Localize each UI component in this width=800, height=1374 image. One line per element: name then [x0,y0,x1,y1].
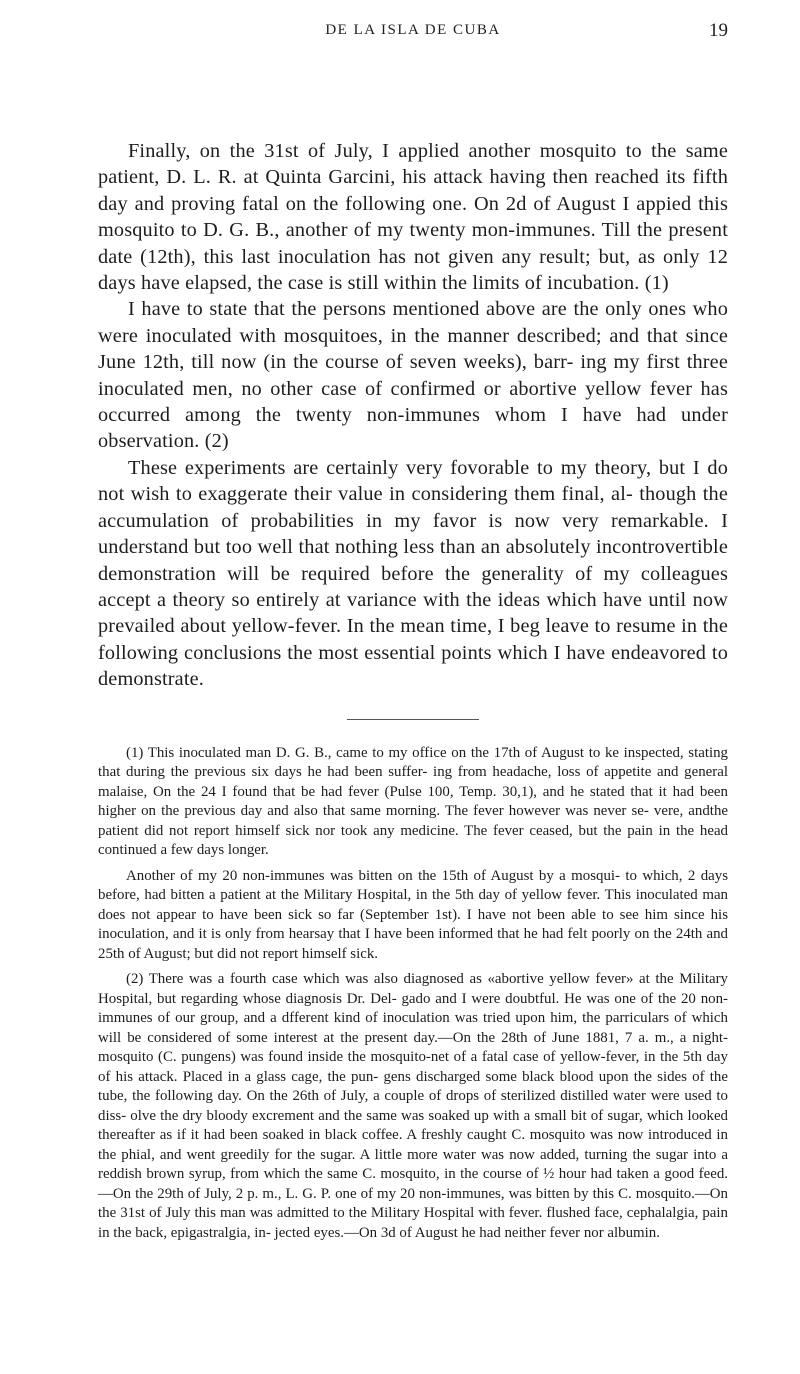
body-text [98,138,728,693]
body-paragraph-2: I have to state that the persons mentioned above are the only ones who were inoculated with mosquitoes, in the manner described; and that since June 12th, till now (in the course of seven weeks), barr- ing my first three inoculated men, no other case of confirmed or abortive yellow fever has occurred among the twenty non-immunes whom I have had under observation. (2) [98,298,728,453]
footnote-separator [347,719,479,720]
running-head [98,0,728,60]
footnote-1: (1) This inoculated man D. G. B., came to my office on the 17th of August to ke inspected, stating that during the previous six days he had been suffer- ing from headache, loss of appetite and general malaise, On the 24 I found that be had fever (Pulse 100, Temp. 30,1), and he stated that it had been higher on the previous day and also that same morning. The fever however was never se- vere, andthe patient did not report himself sick nor took any medicine. The fever ceased, but the pain in the head continued a few days longer. [98,744,728,859]
running-title: DE LA ISLA DE CUBA [325,22,501,38]
footnote-2: (2) There was a fourth case which was also diagnosed as «abortive yellow fever» at the Military Hospital, but regarding whose diagnosis Dr. Del- gado and I were doubtful. He was one of the 20 non-immunes of our group, and a dfferent kind of inoculation was tried upon him, the parriculars of which will be considered of some interest at the present day.—On the 28th of June 1881, 7 a. m., a night-mosquito (C. pungens) was found inside the mosquito-net of a fatal case of yellow-fever, in the 5th day of his attack. Placed in a glass cage, the pun- gens discharged some black blood upon the sides of the tube, the following day. On the 26th of July, a couple of drops of sterilized distilled water were used to diss- olve the dry bloody excrement and the same was soaked up with a small bit of sugar, which looked thereafter as if it had been soaked in black coffee. A freshly caught C. mosquito was now introduced in the phial, and went greedily for the sugar. A little more water was now added, turning the sugar into a reddish brown syrup, from which the same C. mosquito, in the course of ½ hour had taken a good feed.—On the 29th of July, 2 p. m., L. G. P. one of my 20 non-immunes, was bitten by this C. mosquito.—On the 31st of July this man was admitted to the Military Hospital with fever. flushed face, cephalalgia, pain in the back, epigastralgia, in- jected eyes.—On 3d of August he had neither fever nor albumin. [98,971,728,1241]
body-paragraph-1: Finally, on the 31st of July, I applied another mosquito to the same patient, D. L. R. at Quinta Garcini, his attack having then reached its fifth day and proving fatal on the following one. On 2d of August I appied this mosquito to D. G. B., another of my twenty mon-immunes. Till the present date (12th), this last inoculation has not given any result; but, as only 12 days have elapsed, the case is still within the limits of incubation. (1) [98,140,728,295]
page-number: 19 [709,20,728,41]
body-paragraph-3: These experiments are certainly very fovorable to my theory, but I do not wish to exaggerate their value in considering them final, al- though the accumulation of probabilities in my favor is now very remarkable. I understand but too well that nothing less than an absolutely incontrovertible demonstration will be required before the generality of my colleagues accept a theory so entirely at variance with the ideas which have until now prevailed about yellow-fever. In the mean time, I beg leave to resume in the following conclusions the most essential points which I have endeavored to demonstrate. [98,456,728,691]
footnotes [98,744,728,1244]
footnote-1-continued: Another of my 20 non-immunes was bitten on the 15th of August by a mosqui- to which, 2 days before, had bitten a patient at the Military Hospital, in the 5th day of yellow fever. This inoculated man does not appear to have been sick so far (September 1st). I have not been able to see him since his inoculation, and it is only from hearsay that I have been informed that he had felt poorly on the 24th and 25th of August; but did not report himself sick. [98,867,728,962]
